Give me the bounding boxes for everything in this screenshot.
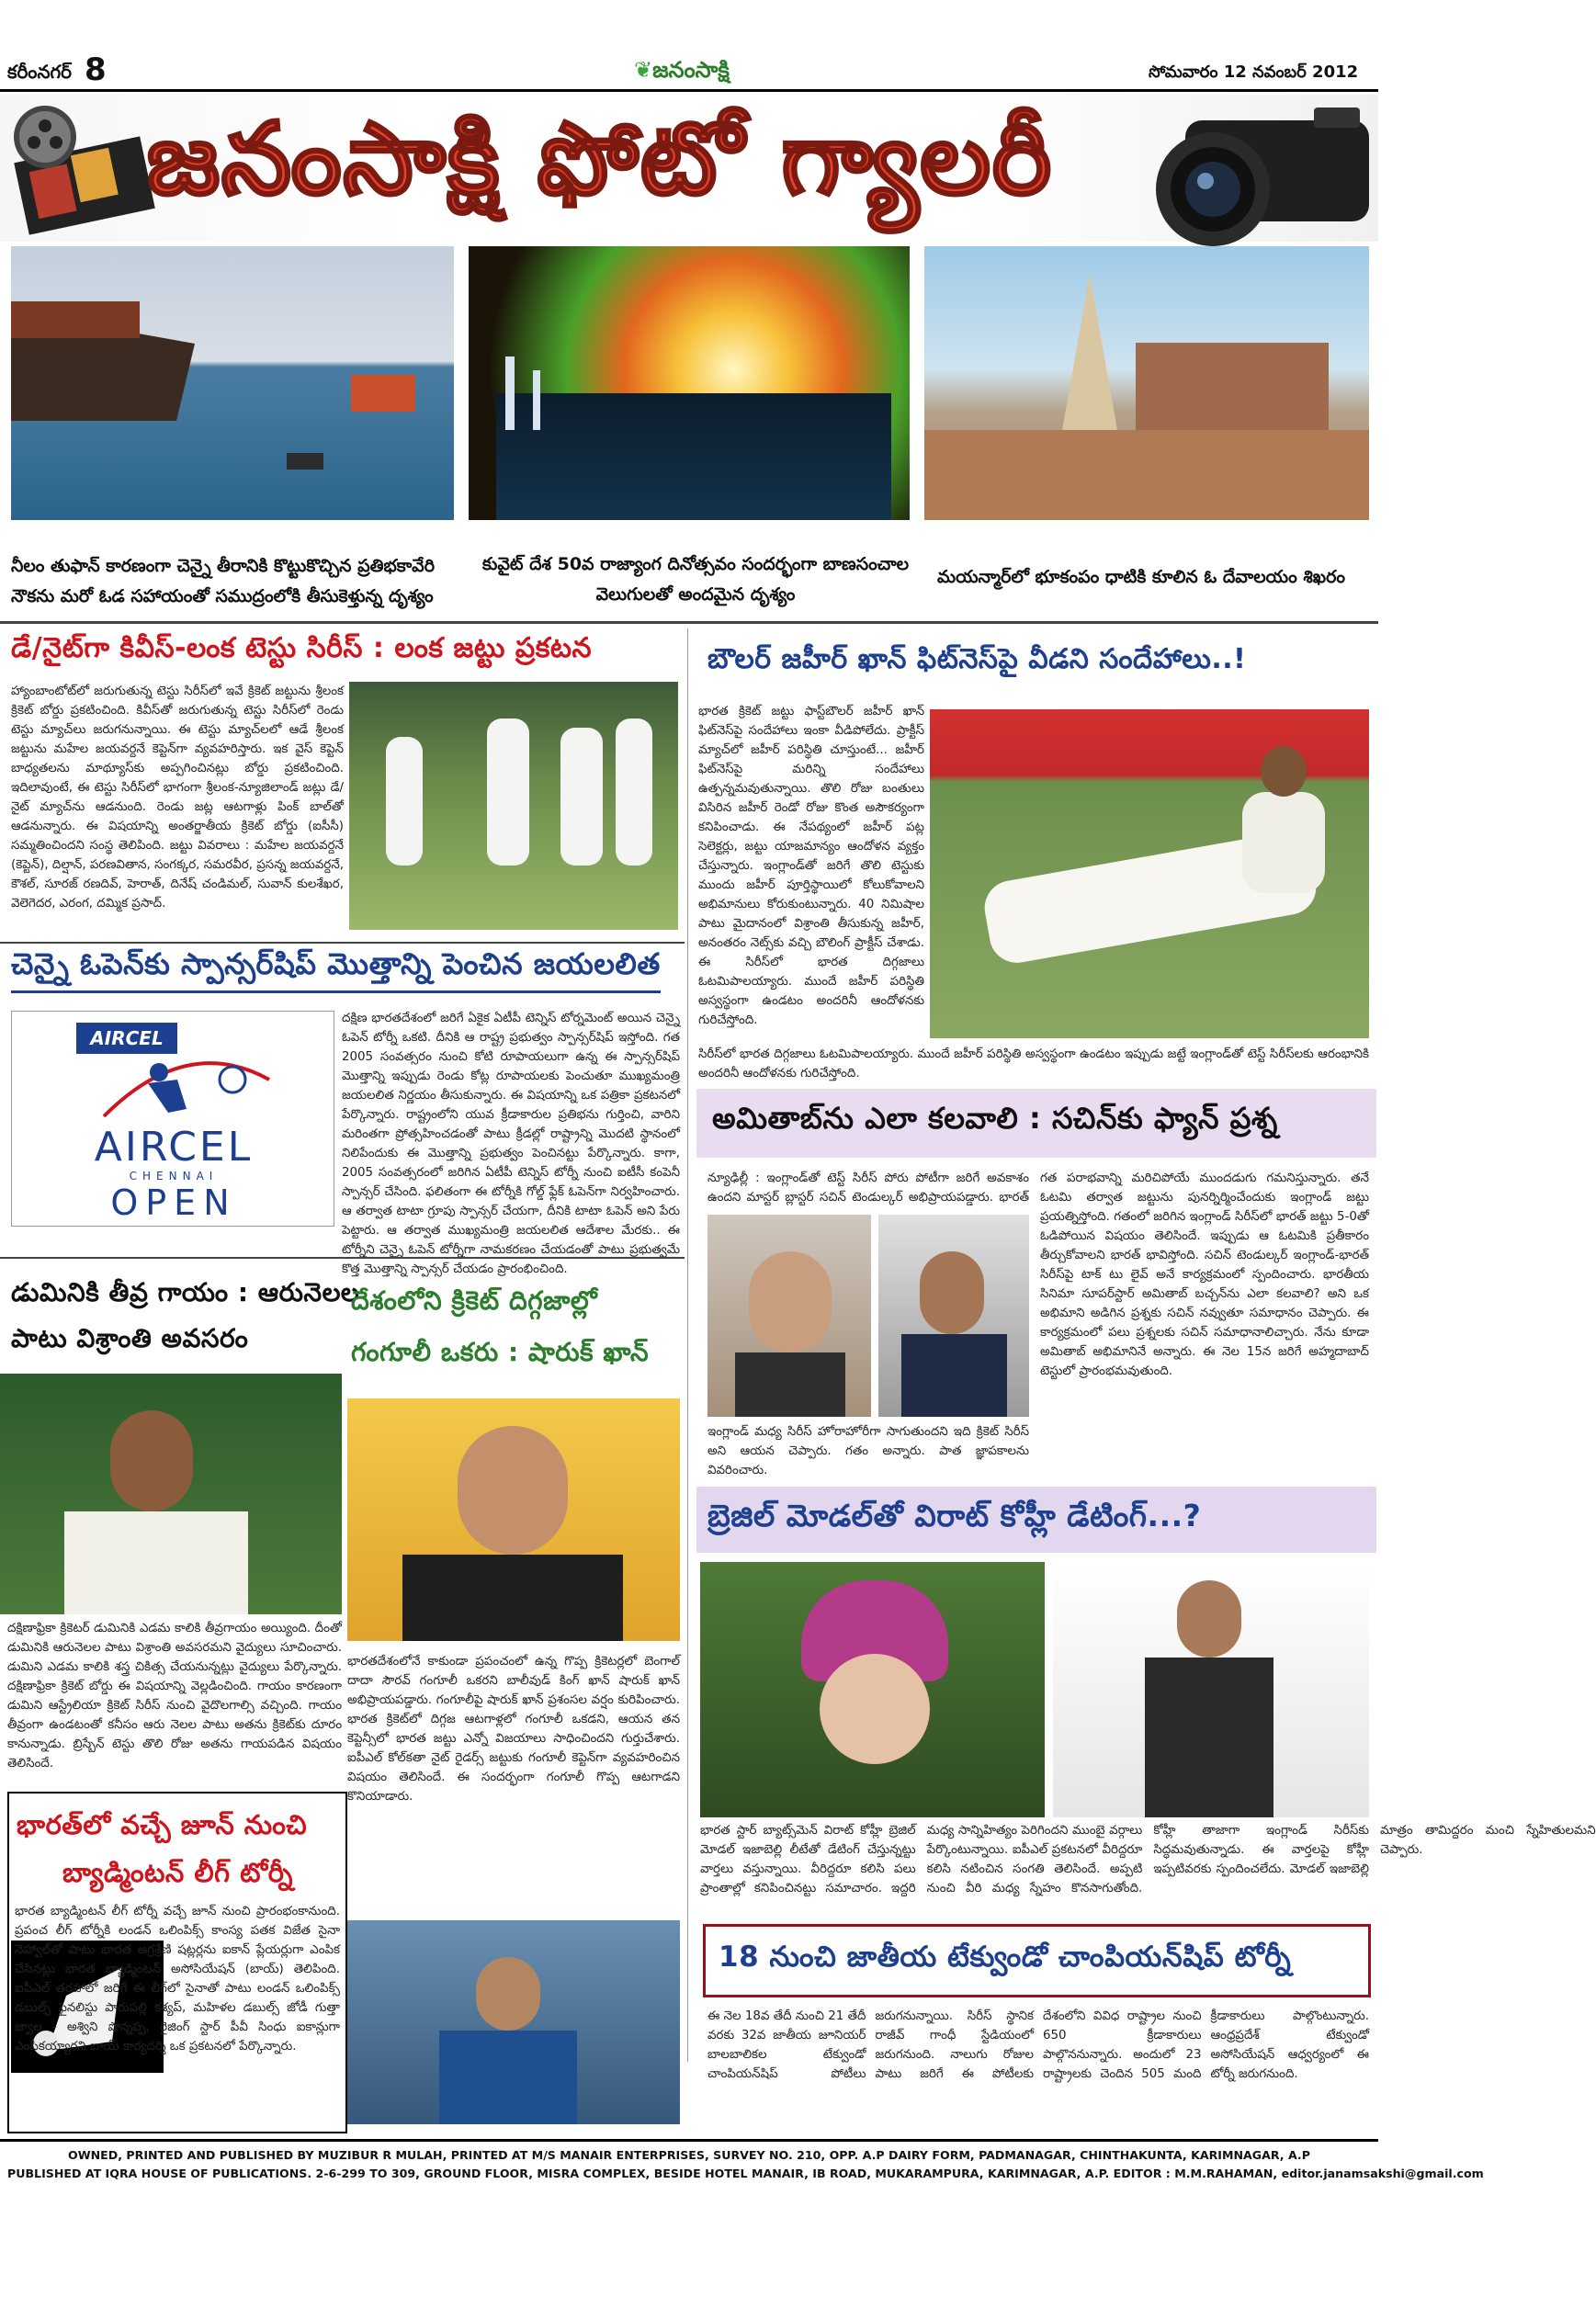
temple-photo xyxy=(924,246,1369,520)
chennai-open-text: దక్షిణ భారతదేశంలో జరిగే ఏకైక ఏటీపీ టెన్నిస్ టోర్నమెంట్ అయిన చెన్నై ఓపెన్ టోర్నీ ఒకటి. దీనికి ఆ రాష్ట్ర ప్రభుత్వం స్పాన్సర్‌షిప్ ఇస్తోంది. గత 2005 సంవత్సరం నుంచి కోటి రూపాయలుగా ఉన్న ఈ స్పాన్సర్‌షిప్ మొత్తాన్ని ఇప్పుడు రెండు కోట్ల రూపాయలకు పెంచుతూ ముఖ్యమంత్రి జయలలిత నిర్ణయం తీసుకున్నారు. ఈ విషయాన్ని ఒక పత్రికా ప్రకటనలో పేర్కొన్నారు. రాష్ట్రంలోని యువ క్రీడాకారుల ప్రతిభను గుర్తించి, వారిని మరింతగా ప్రోత్సహించడంతో పాటు క్రీడల్లో రాష్ట్రాన్ని మొదటి స్థానంలో నిలిపేందుకు ఈ మొత్తాన్ని ప్రభుత్వం పెంచినట్టు పేర్కొన్నారు. కాగా, 2005 సంవత్సరంలో జరిగిన ఏటీపీ టెన్నిస్ టోర్నీ నుంచి ఐటీసీ కంపెనీ స్పాన్సర్ చేసింది. ఫలితంగా ఈ టోర్నీకి గోల్డ్ ఫ్లేక్ ఓపెన్‌గా నిర్వహించారు. ఆ తర్వాత టాటా గ్రూపు స్పాన్సర్ చేయగా, దీనికి టాటా ఓపెన్ అని పేరు పెట్టారు. ఆ తర్వాత ముఖ్యమంత్రి జయలలిత ఆదేశాల మేరకు.. ఈ టోర్నీని చెన్నై ఓపెన్ టోర్నీగా నామకరణం చేయడంతో పాటు ప్రభుత్వమే కొత్త మొత్తాన్ని స్పాన్సర్ చేయడం ప్రారంభించింది. xyxy=(342,1012,680,1276)
issue-date: సోమవారం 12 నవంబర్ 2012 xyxy=(1149,62,1359,82)
imprint-line-2: PUBLISHED AT IQRA HOUSE OF PUBLICATIONS. 2-6-299 TO 309, GROUND FLOOR, MISRA COMPLEX, BESIDE HOTEL MANAIR, IB ROAD, MUKARAMPURA, KARIMNAGAR, A.P. EDITOR : M.M.RAHAMAN, editor.janamsakshi@gmail.com xyxy=(7,2167,1484,2180)
leaf-icon: ❦ xyxy=(634,57,653,83)
amitabh-intro-text: న్యూఢిల్లీ : ఇంగ్లాండ్‌తో టెస్ట్ సిరీస్ పోరు పోటీగా జరిగే అవకాశం ఉందని మాస్టర్ బ్లాస్టర్ సచిన్ టెండుల్కర్ అభిప్రాయపడ్డారు. భారత్ xyxy=(707,1171,1029,1205)
zaheer-text: భారత క్రికెట్ జట్టు ఫాస్ట్‌బౌలర్ జహీర్ ఖాన్ ఫిట్‌నెస్‌పై సందేహాలు ఇంకా వీడిపోలేదు. ప్రాక్టీస్ మ్యాచ్‌లో జహీర్ పరిస్థితి చూస్తుంటే... జహీర్ ఫిట్‌నెస్‌పై మరిన్ని సందేహాలు ఉత్పన్నమవుతున్నాయి. తొలి రోజు బంతులు విసిరిన జహీర్ రెండో రోజు కొంత అసౌకర్యంగా కనిపించాడు. ఈ నేపథ్యంలో జహీర్ పట్ల సెలెక్టర్లు, జట్టు యాజమాన్యం ఆందోళన వ్యక్తం చేస్తున్నారు. ఇంగ్లాండ్‌తో జరిగే తొలి టెస్టుకు ముందు జహీర్ పూర్తిస్థాయిలో కోలుకోవాలని అభిమానులు కోరుకుంటున్నారు. 40 నిమిషాల పాటు మైదానంలో విశ్రాంతి తీసుకున్న జహీర్, అనంతరం నెట్స్‌కు వచ్చి బౌలింగ్ ప్రాక్టీస్ చేశాడు. ఈ సిరీస్‌లో భారత దిగ్గజాలు ఓటమిపాలయ్యారు. ముందే జహీర్ పరిస్థితి అస్వస్థంగా ఉండటం అందరినీ ఆందోళనకు గురిచేస్తోంది. xyxy=(698,705,924,1027)
amitabh-photo xyxy=(707,1215,871,1417)
sachin-photo xyxy=(878,1215,1029,1417)
headline-chennai-open: చెన్నై ఓపెన్‌కు స్పాన్సర్‌షిప్ మొత్తాన్ని పెంచిన జయలలిత xyxy=(11,946,661,993)
headline-duminy: డుమినికి తీవ్ర గాయం : ఆరునెలల పాటు విశ్రాంతి అవసరం xyxy=(11,1277,360,1353)
headline-amitabh: అమితాబ్‌ను ఎలా కలవాలి : సచిన్‌కు ఫ్యాన్ ప్రశ్న xyxy=(712,1101,1278,1136)
ship-photo xyxy=(11,246,454,520)
imprint-line-1: OWNED, PRINTED AND PUBLISHED BY MUZIBUR R MULAH, PRINTED AT M/S MANAIR ENTERPRISES, SURVEY NO. 210, OPP. A.P DAIRY FORM, PADMANAGAR, CHINTHAKUNTA, KARIMNAGAR, A.P xyxy=(68,2148,1310,2162)
amitabh-after-text: ఇంగ్లాండ్ మధ్య సిరీస్ హోరాహోరీగా సాగుతుందని ఇది క్రికెట్ సిరీస్ అని ఆయన చెప్పారు. గతం అన్నారు. పాత జ్ఞాపకాలను వివరించారు. xyxy=(707,1425,1029,1477)
badminton-text: భారత బ్యాడ్మింటన్ లీగ్ టోర్నీ వచ్చే జూన్ నుంచి ప్రారంభంకానుంది. ప్రపంచ లీగ్ టోర్నీకి లండన్ ఒలింపిక్స్ కాంస్య పతక విజేత సైనా నెహ్వాల్‌తో పాటు భారత అగ్రశ్రేణి షట్లర్లను ఐకాన్ ప్లేయర్లుగా ఎంపిక చేసినట్లు భారత బ్యాడ్మింటన్ అసోసియేషన్ (బాయ్) తెలిపింది. ఐపీఎల్ తరహాలో జరిగే ఈ లీగ్‌లో సైనాతో పాటు లండన్ ఒలింపిక్స్ డబుల్స్ ఫైనలిస్టు పారుపల్లి కశ్యప్, మహిళల డబుల్స్ జోడీ గుత్తా జ్వాల - అశ్విని పొన్నప్ప, రైజింగ్ స్టార్ పీవీ సింధు ఐకాన్లుగా ఎంపికయ్యారని బాయ్ కార్యదర్శి ఒక ప్రకటనలో పేర్కొన్నారు. xyxy=(15,1905,340,2054)
aircel-logo xyxy=(11,1011,334,1227)
page-header xyxy=(0,51,1378,92)
cricket-celebration-photo xyxy=(349,682,678,930)
shahrukh-text: భారతదేశంలోనే కాకుండా ప్రపంచంలో ఉన్న గొప్ప క్రికెటర్లలో బెంగాల్ దాదా సౌరవ్ గంగూలీ ఒకరని బాలీవుడ్ కింగ్ ఖాన్ షారుక్ ఖాన్ అభిప్రాయపడ్డారు. గంగూలీపై షారుక్ ఖాన్ ప్రశంసల వర్షం కురిపించారు. భారత క్రికెట్‌లో దిగ్గజ ఆటగాళ్లలో గంగూలీ ఒకడని, ఆయన తన కెప్టెన్సీలో భారత జట్టు ఎన్నో విజయాలు సాధించిందని గుర్తుచేశారు. ఐపీఎల్ కోల్‌కతా నైట్ రైడర్స్ జట్టుకు గంగూలీ కెప్టెన్‌గా వ్యవహరించిన విషయం తెలిసిందే. ఈ సందర్భంగా గంగూలీ గొప్ప ఆటగాడని కొనియాడారు. xyxy=(347,1655,680,1804)
zaheer-text-bottom: సిరీస్‌లో భారత దిగ్గజాలు ఓటమిపాలయ్యారు. ముందే జహీర్ పరిస్థితి అస్వస్థంగా ఉండటం ఇప్పుడు జట్టే ఇంగ్లాండ్‌తో టెస్ట్ సిరీస్‌లకు ఆరంభానికి అందరినీ ఆందోళనకు గురిచేస్తోంది. xyxy=(698,1047,1369,1081)
amitabh-right-text: గత పరాభవాన్ని మరిచిపోయే ముందడుగు గమనిస్తున్నారు. తనే ఓటమి తర్వాత జట్టును పునర్నిర్మించేందుకు ఇంగ్లాండ్ జట్టు ప్రయత్నిస్తోంది. గతంలో జరిగిన ఇంగ్లాండ్ సిరీస్‌లో భారత్ జట్టు 5-0తో ఓడిపోయిన విషయం తెలిసిందే. ఇప్పుడు ఆ ఓటమికి ప్రతీకారం తీర్చుకోవాలని భారత్ భావిస్తోంది. సచిన్ టెండుల్కర్ ఇంగ్లాండ్-భారత్ సిరీస్‌పై టాక్ టు లైవ్ అనే కార్యక్రమంలో స్పందించారు. భారతీయ సినిమా సూపర్‌స్టార్ అమితాబ్ బచ్చన్‌ను ఎలా కలవాలి? అని ఒక అభిమాని అడిగిన ప్రశ్నకు సచిన్ నవ్వుతూ సమాధానం చెప్పారు. ఈ కార్యక్రమంలో పలు ప్రశ్నలకు సచిన్ సమాధానాలిచ్చారు. నేను కూడా అమితాబ్ అభిమానినే అన్నారు. ఈ నెల 15న జరిగే అహ్మదాబాద్ టెస్టులో ప్రారంభమవుతుంది. xyxy=(1040,1171,1369,1378)
tennis-player-icon xyxy=(95,1052,278,1126)
headline-taekwondo: 18 నుంచి జాతీయ టేక్వుండో చాంపియన్‌షిప్ టోర్నీ xyxy=(719,1941,1292,1974)
camera-icon xyxy=(1130,102,1374,240)
district-name: కరీంనగర్ xyxy=(7,61,72,83)
headline-zaheer: బౌలర్ జహీర్ ఖాన్ ఫిట్‌నెస్‌పై వీడని సందేహాలు..! xyxy=(707,643,1247,675)
aircel-logo-main: AIRCEL xyxy=(94,1124,254,1171)
headline-shahrukh: దేశంలోని క్రికెట్ దిగ్గజాల్లో గంగూలీ ఒకరు : షారుక్ ఖాన్ xyxy=(351,1285,650,1367)
model-photo xyxy=(700,1562,1045,1817)
taekwondo-text: ఈ నెల 18వ తేదీ నుంచి 21 తేదీ వరకు 32వ జాతీయ జూనియర్ బాలబాలికల టేక్వుండో చాంపియన్‌షిప్ పోటీలు జరుగనున్నాయి. సిరీస్ స్థానిక రాజీవ్ గాంధీ స్టేడియంలో జరుగనుంది. నాలుగు రోజుల పాటు జరిగే ఈ పోటీలకు దేశంలోని వివిధ రాష్ట్రాల నుంచి 650 క్రీడాకారులు పాల్గొననున్నారు. అందులో 23 రాష్ట్రాలకు చెందిన 505 మంది క్రీడాకారులు పాల్గొంటున్నారు. ఆంధ్రప్రదేశ్ టేక్వుండో అసోసియేషన్ ఆధ్వర్యంలో ఈ టోర్నీ జరుగనుంది. xyxy=(707,2009,1369,2081)
headline-kohli: బ్రెజిల్ మోడల్‌తో విరాట్ కోహ్లీ డేటింగ్...? xyxy=(707,1498,1202,1533)
gallery-banner xyxy=(0,95,1378,242)
aircel-logo-top: AIRCEL xyxy=(76,1023,177,1054)
duminy-text: దక్షిణాఫ్రికా క్రికెటర్ డుమినికి ఎడమ కాలికి తీవ్రగాయం అయ్యింది. దీంతో డుమినికి ఆరునెలల పాటు విశ్రాంతి అవసరమని వైద్యులు సూచించారు. డుమిని ఎడమ కాలికి శస్త్ర చికిత్స చేయనున్నట్లు వైద్యులు పేర్కొన్నారు. దక్షిణాఫ్రికా క్రికెట్ బోర్డు ఈ విషయాన్ని వెల్లడించింది. గాయం కారణంగా డుమిని ఆస్ట్రేలియా క్రికెట్ సిరీస్ నుంచి వైదొలగాల్సి వచ్చింది. గాయం తీవ్రంగా ఉండటంతో కనీసం ఆరు నెలల పాటు అతను క్రికెట్‌కు దూరం కానున్నాడు. బ్రిస్బేన్ టెస్టు తొలి రోజు అతను గాయపడిన విషయం తెలిసిందే. xyxy=(7,1622,342,1771)
daynight-text: హ్యాంబాంటోట్‌లో జరుగుతున్న టెస్టు సిరీస్‌లో ఇవే క్రికెట్ జట్టును శ్రీలంక క్రికెట్ బోర్డు ప్రకటించింది. కివీస్‌తో జరుగుతున్న టెస్టు సిరీస్‌లో రెండు టెస్టు మ్యాచ్‌లు జరుగనున్నాయి. ఈ టెస్టు మ్యాచ్‌లలో ఆడే శ్రీలంక జట్టును మహేల జయవర్దనే కెప్టెన్‌గా వ్యవహరిస్తారు. ఇక వైస్ కెప్టెన్ బాధ్యతలను మాథ్యూస్‌కు అప్పగించినట్లు బోర్డు ప్రకటించింది. ఇదిలావుంటే, ఈ టెస్టు సిరీస్‌లో భాగంగా శ్రీలంక-న్యూజిలాండ్ జట్లు డే/నైట్ మ్యాచ్‌ను ఆడనుంది. రెండు జట్ల ఆటగాళ్లు పింక్ బాల్‌తో ఆడనున్నారు. ఈ విషయాన్ని అంతర్జాతీయ క్రికెట్ బోర్డు (ఐసీసీ) సమ్మతించిందని సంస్థ తెలిపింది. జట్టు వివరాలు : మహేల జయవర్దనే (కెప్టెన్), దిల్షాన్, పరణవితాన, సంగక్కర, సమరవీర, ప్రసన్న జయవర్దనే, కౌశల్, సూరజ్ రణదివ్, హెరాత్, దినేష్ చండిమల్, సువాన్ కులశేఖర, వెలెగెదర, ఎరంగ, దమ్మిక ప్రసాద్. xyxy=(11,685,344,911)
duminy-photo xyxy=(0,1374,342,1614)
zaheer-photo xyxy=(930,709,1369,1038)
kohli-photo xyxy=(1053,1562,1369,1817)
film-reel-icon xyxy=(4,98,155,236)
caption-fireworks: కువైట్ దేశ 50వ రాజ్యాంగ దినోత్సవం సందర్భంగా బాణసంచాల వెలుగులతో అందమైన దృశ్యం xyxy=(481,554,910,605)
page-number: 8 xyxy=(85,51,107,88)
headline-daynight: డే/నైట్‌గా కివీస్-లంక టెస్టు సిరీస్ : లంక జట్టు ప్రకటన xyxy=(11,632,593,664)
ganguly-photo xyxy=(347,1920,680,2124)
headline-badminton: భారత్‌లో వచ్చే జూన్ నుంచి బ్యాడ్మింటన్ లీగ్ టోర్నీ xyxy=(17,1809,308,1888)
aircel-logo-sub: CHENNAI xyxy=(129,1170,219,1182)
gallery-title: జనంసాక్షి ఫోటో గ్యాలరీ xyxy=(147,102,1054,217)
caption-ship: నీలం తుఫాన్ కారణంగా చెన్నై తీరానికి కొట్టుకొచ్చిన ప్రతిభకావేరి నౌకను మరో ఓడ సహాయంతో సముద్రంలోకి తీసుకెళ్తున్న దృశ్యం xyxy=(11,556,435,606)
kohli-text: భారత స్టార్ బ్యాట్స్‌మెన్ విరాట్ కోహ్లీ బ్రెజిల్ మోడల్ ఇజాబెల్లి లీటేతో డేటింగ్ చేస్తున్నట్టు వార్తలు వస్తున్నాయి. వీరిద్దరూ కలిసి పలు ప్రాంతాల్లో కనిపించినట్టు సమాచారం. ఇద్దరి మధ్య సాన్నిహిత్యం పెరిగిందని ముంబై వర్గాలు పేర్కొంటున్నాయి. ఐపీఎల్ ప్రకటనలో వీరిద్దరూ కలిసి నటించిన సంగతి తెలిసిందే. అప్పటి నుంచి వీరి మధ్య స్నేహం కొనసాగుతోంది. కోహ్లీ తాజాగా ఇంగ్లాండ్ సిరీస్‌కు సిద్ధమవుతున్నాడు. ఈ వార్తలపై కోహ్లీ ఇప్పటివరకు స్పందించలేదు. మోడల్ ఇజాబెల్లి మాత్రం తామిద్దరం మంచి స్నేహితులమని చెప్పారు. xyxy=(700,1824,1596,1895)
shahrukh-photo xyxy=(347,1398,680,1641)
caption-temple: మయన్మార్‌లో భూకంపం ధాటికి కూలిన ఓ దేవాలయం శిఖరం xyxy=(937,567,1346,587)
masthead: ❦జనంసాక్షి xyxy=(634,57,730,83)
fireworks-photo xyxy=(469,246,910,520)
aircel-logo-bottom: OPEN xyxy=(110,1182,237,1223)
